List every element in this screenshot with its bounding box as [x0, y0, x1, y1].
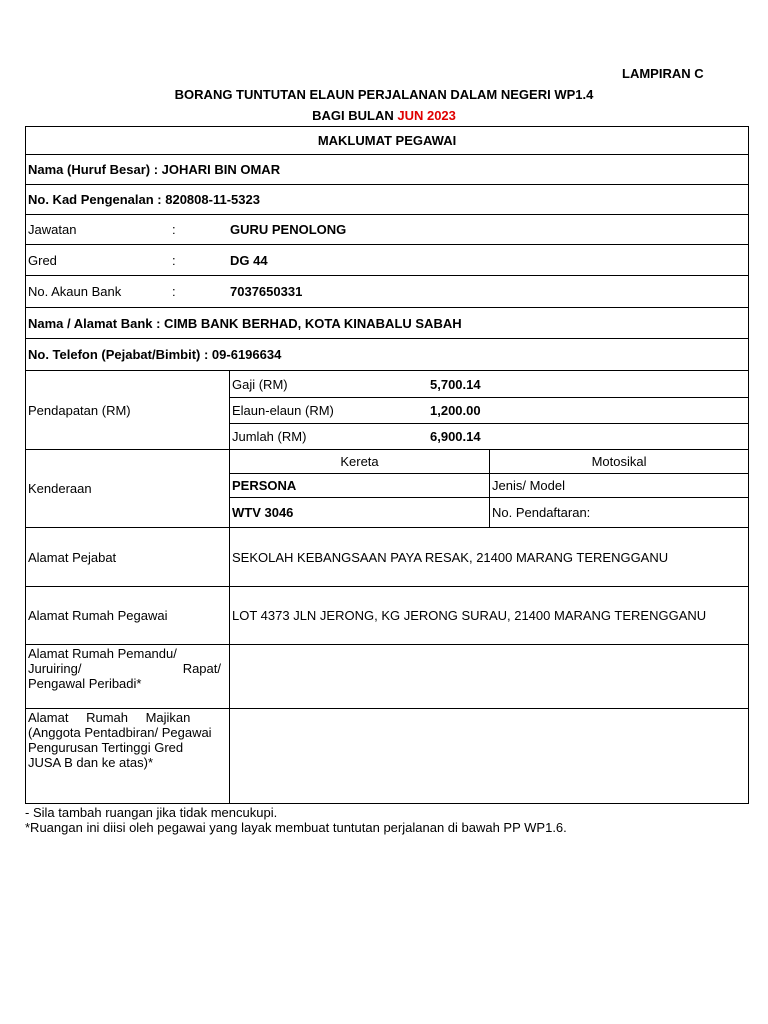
- lampiran-label: LAMPIRAN C: [622, 66, 704, 81]
- elaun-row: [230, 398, 749, 424]
- majikan-line-1: Alamat Rumah Majikan: [28, 710, 191, 725]
- month-prefix: BAGI BULAN: [312, 108, 394, 123]
- note-2: *Ruangan ini diisi oleh pegawai yang layak membuat tuntutan perjalanan di bawah PP WP1.6.: [25, 820, 567, 835]
- gaji-label: Gaji (RM): [232, 376, 288, 392]
- alamat-majikan-value: [230, 709, 749, 804]
- telefon-info: No. Telefon (Pejabat/Bimbit) : 09-6196634: [26, 339, 749, 371]
- alamat-majikan-label: [26, 709, 230, 804]
- gred-label: Gred: [28, 252, 57, 268]
- kereta-model: PERSONA: [230, 474, 490, 498]
- alamat-pemandu-label: [26, 645, 230, 709]
- motosikal-registration-label: No. Pendaftaran:: [490, 498, 749, 528]
- month-value: JUN 2023: [397, 108, 456, 123]
- alamat-pejabat-value: SEKOLAH KEBANGSAAN PAYA RESAK, 21400 MARANG TERENGGANU: [230, 528, 749, 587]
- gaji-value: 5,700.14: [430, 376, 481, 392]
- pemandu-juruiring: Juruiring/: [28, 661, 82, 676]
- officer-ic: No. Kad Pengenalan : 820808-11-5323: [26, 185, 749, 215]
- pemandu-rapat: Rapat/: [182, 661, 221, 676]
- alamat-pejabat-label: Alamat Pejabat: [26, 528, 230, 587]
- elaun-label: Elaun-elaun (RM): [232, 403, 334, 418]
- alamat-rumah-label: Alamat Rumah Pegawai: [26, 587, 230, 645]
- jumlah-label: Jumlah (RM): [232, 429, 307, 444]
- alamat-rumah-value: LOT 4373 JLN JERONG, KG JERONG SURAU, 21400 MARANG TERENGGANU: [230, 587, 749, 645]
- majikan-line-2: (Anggota Pentadbiran/ Pegawai: [28, 725, 212, 740]
- alamat-pemandu-value: [230, 645, 749, 709]
- elaun-value: 1,200.00: [430, 403, 481, 418]
- gred-colon: :: [172, 252, 176, 268]
- kereta-registration: WTV 3046: [230, 498, 490, 528]
- bank-info: Nama / Alamat Bank : CIMB BANK BERHAD, KOTA KINABALU SABAH: [26, 308, 749, 339]
- note-1: - Sila tambah ruangan jika tidak mencukupi.: [25, 805, 278, 820]
- jumlah-value: 6,900.14: [430, 429, 481, 444]
- section-title: MAKLUMAT PEGAWAI: [26, 127, 749, 155]
- officer-name: Nama (Huruf Besar) : JOHARI BIN OMAR: [26, 155, 749, 185]
- pemandu-line-3: Pengawal Peribadi*: [28, 676, 142, 691]
- akaun-value: 7037650331: [230, 284, 303, 299]
- motosikal-header: Motosikal: [490, 450, 749, 474]
- footnotes: [25, 805, 567, 835]
- gred-value: DG 44: [230, 252, 268, 268]
- gred-row: [26, 245, 749, 276]
- pemandu-line-2: [28, 661, 227, 676]
- akaun-colon: :: [172, 284, 176, 299]
- kereta-header: Kereta: [230, 450, 490, 474]
- majikan-line-4: JUSA B dan ke atas)*: [28, 755, 154, 770]
- jawatan-row: [26, 215, 749, 245]
- pemandu-line-1: Alamat Rumah Pemandu/: [28, 646, 177, 661]
- jawatan-colon: :: [172, 222, 176, 237]
- motosikal-model-label: Jenis/ Model: [490, 474, 749, 498]
- jumlah-row: [230, 424, 749, 450]
- income-label: Pendapatan (RM): [26, 371, 230, 450]
- form-title: BORANG TUNTUTAN ELAUN PERJALANAN DALAM NEGERI WP1.4: [174, 87, 594, 102]
- officer-info-table: [25, 126, 749, 804]
- jawatan-label: Jawatan: [28, 222, 77, 237]
- vehicle-label: Kenderaan: [26, 450, 230, 528]
- form-month: [0, 108, 768, 123]
- jawatan-value: GURU PENOLONG: [230, 222, 347, 237]
- akaun-row: [26, 276, 749, 308]
- akaun-label: No. Akaun Bank: [28, 284, 122, 299]
- majikan-line-3: Pengurusan Tertinggi Gred: [28, 740, 184, 755]
- gaji-row: [230, 371, 749, 398]
